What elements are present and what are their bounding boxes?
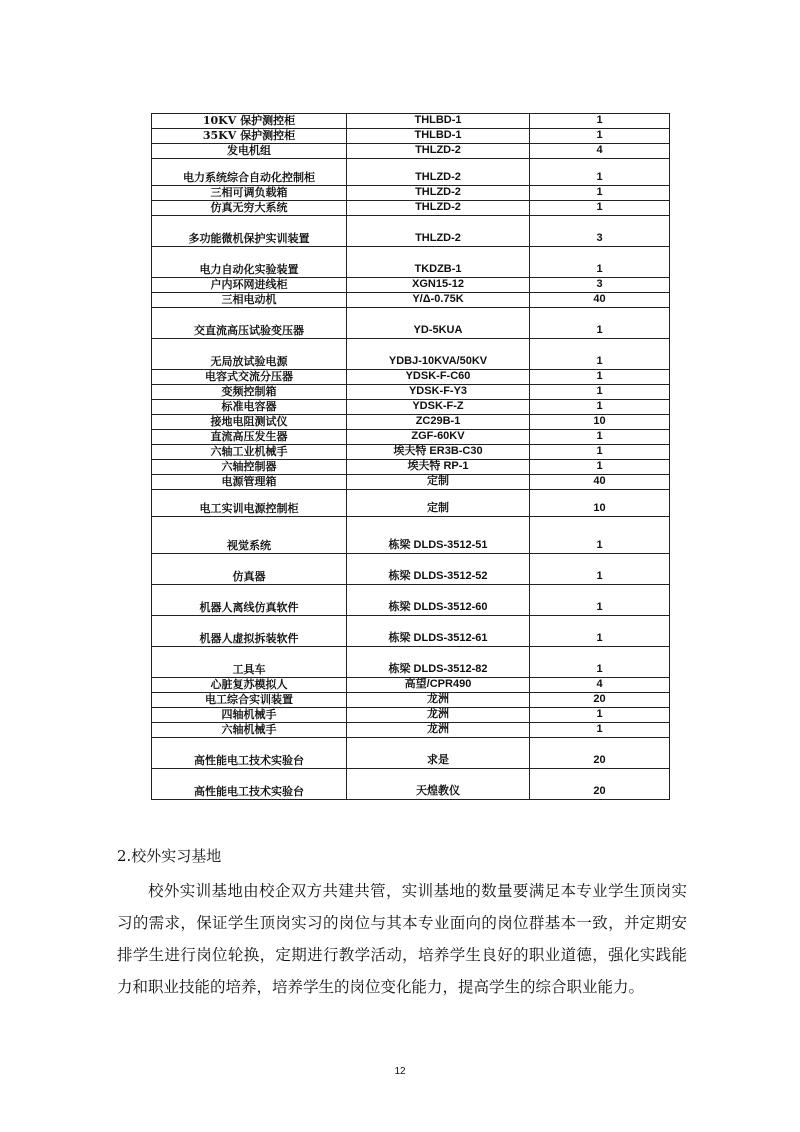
table-row [152, 693, 670, 708]
equipment-quantity-cell: 1 [530, 186, 670, 201]
equipment-quantity-cell: 1 [530, 201, 670, 216]
equipment-model-cell: XGN15-12 [347, 278, 530, 293]
equipment-model-cell: 埃夫特 RP-1 [347, 460, 530, 475]
equipment-model-cell: 龙洲 [347, 693, 530, 708]
table-row [152, 216, 670, 247]
equipment-quantity-cell: 10 [530, 415, 670, 430]
equipment-quantity-cell: 3 [530, 216, 670, 247]
equipment-name-cell: 四轴机械手 [152, 708, 347, 723]
equipment-model-cell: TKDZB-1 [347, 247, 530, 278]
equipment-name-cell: 三相可调负载箱 [152, 186, 347, 201]
equipment-name-cell: 电工实训电源控制柜 [152, 490, 347, 517]
equipment-quantity-cell: 1 [530, 445, 670, 460]
equipment-name-cell: 多功能微机保护实训装置 [152, 216, 347, 247]
equipment-quantity-cell: 1 [530, 585, 670, 616]
equipment-model-cell: YDSK-F-C60 [347, 370, 530, 385]
table-row [152, 490, 670, 517]
equipment-name-cell: 三相电动机 [152, 293, 347, 308]
equipment-quantity-cell: 40 [530, 475, 670, 490]
table-row [152, 339, 670, 370]
equipment-model-cell: ZGF-60KV [347, 430, 530, 445]
equipment-model-cell: 龙洲 [347, 708, 530, 723]
table-row [152, 400, 670, 415]
equipment-model-cell: 求是 [347, 738, 530, 769]
equipment-name-cell: 仿真器 [152, 554, 347, 585]
table-row [152, 247, 670, 278]
equipment-model-cell: THLZD-2 [347, 186, 530, 201]
equipment-model-cell: THLBD-1 [347, 129, 530, 144]
equipment-name-cell: 发电机组 [152, 144, 347, 159]
equipment-quantity-cell: 1 [530, 400, 670, 415]
table-row [152, 293, 670, 308]
equipment-name-cell: 机器人虚拟拆装软件 [152, 616, 347, 647]
equipment-model-cell: YDBJ-10KVA/50KV [347, 339, 530, 370]
equipment-name-cell: 10KV 保护测控柜 [152, 114, 347, 129]
table-row [152, 129, 670, 144]
equipment-name-cell: 高性能电工技术实验台 [152, 769, 347, 800]
equipment-name-cell: 电力自动化实验装置 [152, 247, 347, 278]
table-row [152, 738, 670, 769]
equipment-name-cell: 35KV 保护测控柜 [152, 129, 347, 144]
equipment-name-cell: 接地电阻测试仪 [152, 415, 347, 430]
equipment-model-cell: 栋梁 DLDS-3512-60 [347, 585, 530, 616]
equipment-model-cell: 埃夫特 ER3B-C30 [347, 445, 530, 460]
equipment-model-cell: YDSK-F-Z [347, 400, 530, 415]
equipment-quantity-cell: 4 [530, 144, 670, 159]
table-row [152, 678, 670, 693]
table-row [152, 554, 670, 585]
equipment-name-cell: 电力系统综合自动化控制柜 [152, 159, 347, 186]
table-row [152, 517, 670, 554]
equipment-quantity-cell: 1 [530, 114, 670, 129]
equipment-name-cell: 无局放试验电源 [152, 339, 347, 370]
equipment-quantity-cell: 1 [530, 554, 670, 585]
equipment-name-cell: 工具车 [152, 647, 347, 678]
equipment-model-cell: THLZD-2 [347, 144, 530, 159]
equipment-quantity-cell: 1 [530, 430, 670, 445]
equipment-model-cell: THLBD-1 [347, 114, 530, 129]
equipment-name-cell: 电工综合实训装置 [152, 693, 347, 708]
equipment-model-cell: ZC29B-1 [347, 415, 530, 430]
equipment-model-cell: 定制 [347, 475, 530, 490]
equipment-model-cell: THLZD-2 [347, 216, 530, 247]
equipment-model-cell: 栋梁 DLDS-3512-51 [347, 517, 530, 554]
table-row [152, 144, 670, 159]
equipment-table [151, 113, 670, 800]
equipment-name-cell: 六轴控制器 [152, 460, 347, 475]
equipment-quantity-cell: 20 [530, 769, 670, 800]
equipment-quantity-cell: 20 [530, 693, 670, 708]
equipment-quantity-cell: 1 [530, 616, 670, 647]
equipment-name-cell: 直流高压发生器 [152, 430, 347, 445]
equipment-name-cell: 仿真无穷大系统 [152, 201, 347, 216]
equipment-quantity-cell: 1 [530, 370, 670, 385]
equipment-model-cell: Y/Δ-0.75K [347, 293, 530, 308]
equipment-quantity-cell: 1 [530, 647, 670, 678]
table-row [152, 445, 670, 460]
equipment-model-cell: THLZD-2 [347, 159, 530, 186]
table-row [152, 415, 670, 430]
equipment-model-cell: YD-5KUA [347, 308, 530, 339]
equipment-quantity-cell: 1 [530, 339, 670, 370]
equipment-name-cell: 电源管理箱 [152, 475, 347, 490]
equipment-quantity-cell: 1 [530, 247, 670, 278]
equipment-model-cell: 栋梁 DLDS-3512-52 [347, 554, 530, 585]
table-row [152, 647, 670, 678]
table-row [152, 708, 670, 723]
equipment-model-cell: YDSK-F-Y3 [347, 385, 530, 400]
equipment-name-cell: 标准电容器 [152, 400, 347, 415]
equipment-name-cell: 六轴工业机械手 [152, 445, 347, 460]
equipment-name-cell: 电容式交流分压器 [152, 370, 347, 385]
equipment-table-body [152, 114, 670, 800]
page-number: 12 [394, 1066, 406, 1077]
equipment-model-cell: 栋梁 DLDS-3512-82 [347, 647, 530, 678]
table-row [152, 460, 670, 475]
equipment-name-cell: 六轴机械手 [152, 723, 347, 738]
equipment-quantity-cell: 3 [530, 278, 670, 293]
equipment-model-cell: 栋梁 DLDS-3512-61 [347, 616, 530, 647]
equipment-name-cell: 变频控制箱 [152, 385, 347, 400]
equipment-model-cell: 高望/CPR490 [347, 678, 530, 693]
equipment-quantity-cell: 1 [530, 460, 670, 475]
equipment-model-cell: 天煌教仪 [347, 769, 530, 800]
table-row [152, 585, 670, 616]
equipment-name-cell: 机器人离线仿真软件 [152, 585, 347, 616]
equipment-name-cell: 视觉系统 [152, 517, 347, 554]
equipment-name-cell: 交直流高压试验变压器 [152, 308, 347, 339]
equipment-quantity-cell: 1 [530, 129, 670, 144]
table-row [152, 475, 670, 490]
table-row [152, 430, 670, 445]
table-row [152, 370, 670, 385]
table-row [152, 186, 670, 201]
equipment-name-cell: 户内环网进线柜 [152, 278, 347, 293]
table-row [152, 616, 670, 647]
equipment-quantity-cell: 40 [530, 293, 670, 308]
equipment-model-cell: 定制 [347, 490, 530, 517]
equipment-model-cell: THLZD-2 [347, 201, 530, 216]
table-row [152, 723, 670, 738]
section-title: 2.校外实习基地 [117, 847, 222, 865]
table-row [152, 201, 670, 216]
equipment-quantity-cell: 10 [530, 490, 670, 517]
table-row [152, 769, 670, 800]
table-row [152, 308, 670, 339]
equipment-quantity-cell: 1 [530, 385, 670, 400]
equipment-model-cell: 龙洲 [347, 723, 530, 738]
equipment-quantity-cell: 20 [530, 738, 670, 769]
table-row [152, 114, 670, 129]
table-row [152, 385, 670, 400]
equipment-name-cell: 高性能电工技术实验台 [152, 738, 347, 769]
equipment-quantity-cell: 1 [530, 708, 670, 723]
equipment-quantity-cell: 4 [530, 678, 670, 693]
equipment-quantity-cell: 1 [530, 517, 670, 554]
equipment-name-cell: 心脏复苏模拟人 [152, 678, 347, 693]
equipment-quantity-cell: 1 [530, 308, 670, 339]
section-paragraph: 校外实训基地由校企双方共建共管，实训基地的数量要满足本专业学生顶岗实习的需求，保证学生顶岗实习的岗位与其本专业面向的岗位群基本一致，并定期安排学生进行岗位轮换，定期进行教学活动，培养学生良好的职业道德，强化实践能力和职业技能的培养，培养学生的岗位变化能力，提高学生的综合职业能力。 [117, 882, 687, 996]
equipment-quantity-cell: 1 [530, 159, 670, 186]
table-row [152, 159, 670, 186]
equipment-quantity-cell: 1 [530, 723, 670, 738]
table-row [152, 278, 670, 293]
